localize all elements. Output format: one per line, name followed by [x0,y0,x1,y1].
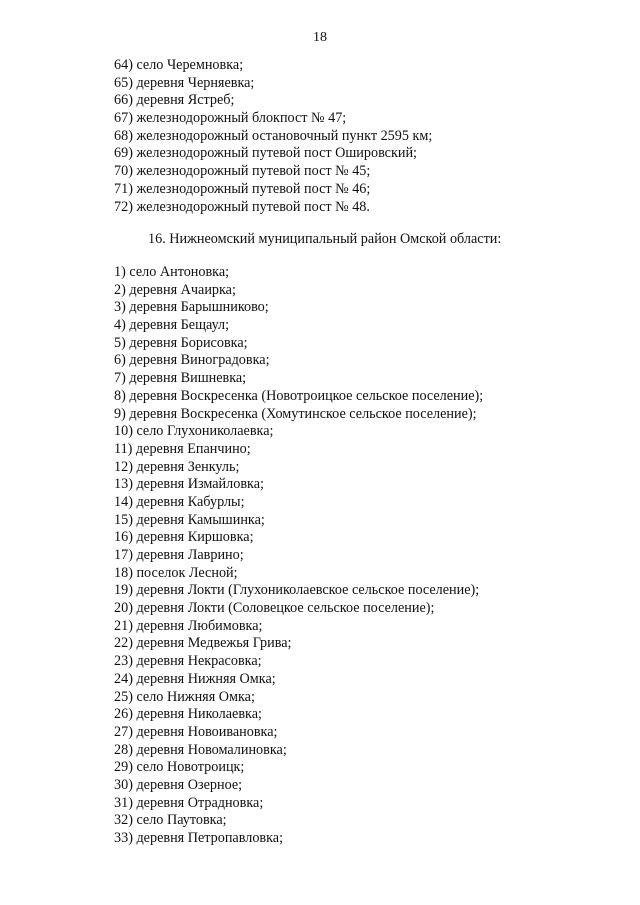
list-item: 68) железнодорожный остановочный пункт 2595 км; [114,127,433,144]
list-item: 71) железнодорожный путевой пост № 46; [114,180,371,197]
list-item: 30) деревня Озерное; [114,776,243,793]
list-item: 72) железнодорожный путевой пост № 48. [114,198,370,215]
list-item: 16) деревня Киршовка; [114,529,254,546]
district-settlement-list [114,264,483,848]
list-item: 23) деревня Некрасовка; [114,653,262,670]
list-item: 9) деревня Воскресенка (Хомутинское сельское поселение); [114,405,477,422]
list-item: 27) деревня Новоивановка; [114,723,278,740]
list-item: 28) деревня Новомалиновка; [114,741,287,758]
list-item: 3) деревня Барышниково; [114,299,269,316]
list-item: 70) железнодорожный путевой пост № 45; [114,163,371,180]
section-heading: 16. Нижнеомский муниципальный район Омской области: [148,231,502,247]
list-item: 4) деревня Бещаул; [114,317,230,334]
list-item: 1) село Антоновка; [114,264,230,280]
list-item: 26) деревня Николаевка; [114,706,262,723]
list-item: 66) деревня Ястреб; [114,92,235,109]
list-item: 10) село Глухониколаевка; [114,423,274,440]
list-item: 67) железнодорожный блокпост № 47; [114,110,347,127]
page-number: 18 [313,30,327,45]
list-item: 18) поселок Лесной; [114,564,238,581]
list-item: 33) деревня Петропавловка; [114,830,284,846]
list-item: 69) железнодорожный путевой пост Ошировский; [114,145,418,162]
list-item: 17) деревня Лаврино; [114,547,244,563]
list-item: 25) село Нижняя Омка; [114,688,255,705]
list-item: 32) село Паутовка; [114,812,227,829]
continued-settlement-list [114,57,432,216]
list-item: 65) деревня Черняевка; [114,74,255,91]
list-item: 31) деревня Отрадновка; [114,794,264,811]
list-item: 2) деревня Ачаирка; [114,281,236,298]
list-item: 19) деревня Локти (Глухониколаевское сельское поселение); [114,582,480,599]
list-item: 64) село Черемновка; [114,57,244,73]
list-item: 15) деревня Камышинка; [114,511,265,528]
list-item: 8) деревня Воскресенка (Новотроицкое сельское поселение); [114,387,484,404]
list-item: 14) деревня Кабурлы; [114,493,245,510]
list-item: 13) деревня Измайловка; [114,476,264,493]
list-item: 24) деревня Нижняя Омка; [114,670,276,687]
list-item: 20) деревня Локти (Соловецкое сельское поселение); [114,600,435,617]
list-item: 5) деревня Борисовка; [114,334,248,351]
list-item: 7) деревня Вишневка; [114,370,247,387]
list-item: 12) деревня Зенкуль; [114,458,240,475]
list-item: 29) село Новотроицк; [114,759,245,776]
list-item: 11) деревня Епанчино; [114,440,251,457]
list-item: 21) деревня Любимовка; [114,617,263,634]
list-item: 22) деревня Медвежья Грива; [114,635,292,652]
list-item: 6) деревня Виноградовка; [114,352,270,369]
